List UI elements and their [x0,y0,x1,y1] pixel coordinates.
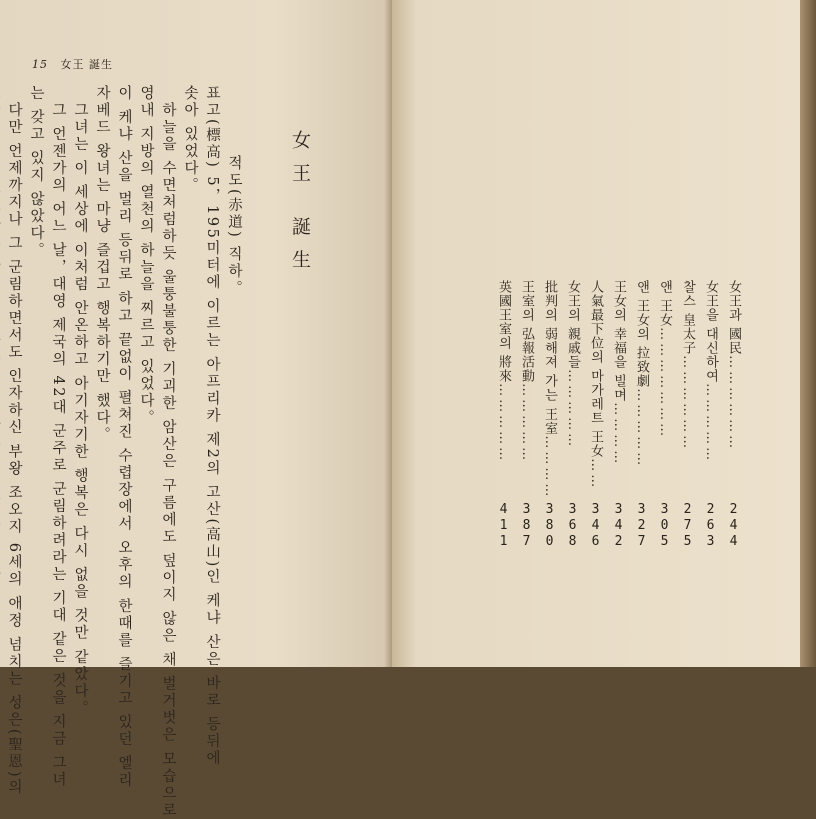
body-column: 이 케냐 산을 멀리 등뒤로 하고 끝없이 펼쳐진 수렵장에서 오후의 한때를 즐기고 있던 엘리 [116,85,132,790]
toc-entry[interactable]: 찰스 皇太子……………… [680,280,695,452]
toc-page-digit: 1 [499,518,508,533]
toc-entry[interactable]: 英國王室의 將來…………… [496,280,511,464]
toc-entry-page [654,502,675,550]
body-column: 표고(標高) 5，195미터에 이르는 아프리카 제2의 고산(高山)인 케냐 산은 바로 등뒤에 [204,85,220,768]
toc-entry[interactable]: 王女의 幸福을 빌며………… [611,280,626,467]
toc-entry-page [516,502,537,550]
toc-entry-title: 앤 王女 [657,280,672,328]
page-number: 15 [32,58,48,71]
toc-entry-page [493,502,514,550]
toc-entry-page [585,502,606,550]
toc-page-digit: 4 [729,518,738,533]
toc-page-digit: 2 [706,502,715,517]
toc-page-digit: 0 [660,518,669,533]
running-head [32,56,113,72]
toc-page-digit: 2 [614,534,623,549]
body-column: 하늘을 수면처럼하듯 울퉁불퉁한 기괴한 암산은 구름에도 덮이지 않은 채 벌거벗은 모습으로 [160,85,176,819]
toc-page-digit: 0 [545,534,554,549]
chapter-title: 女王 誕生 [289,130,311,283]
toc-entry-title: 王室의 弘報活動 [519,280,534,384]
toc-entry[interactable]: 앤 王女의 拉致劇…………… [634,280,649,469]
toc-page-digit: 6 [591,534,600,549]
toc-page-digit: 4 [729,534,738,549]
toc-page-digit: 4 [591,518,600,533]
page-edge [800,0,816,667]
body-column: 영내 지방의 열천의 하늘을 찌르고 있었다。 [138,85,154,427]
toc-entry-page [539,502,560,550]
toc-entry-title: 人氣最下位의 마가레트 王女 [588,280,603,459]
body-column: 그녀는 이 세상에 이처럼 안온하고 아기자기한 행복은 다시 없을 것만 같았다。 [72,85,88,718]
toc-page-digit: 8 [568,534,577,549]
toc-entry[interactable]: 앤 王女………………… [657,280,672,440]
toc-entry-page [608,502,629,550]
toc-entry-page [631,502,652,550]
toc-page-digit: 3 [637,502,646,517]
running-head-title: 女王 誕生 [60,58,113,71]
toc-entry[interactable]: 批判의 弱해져 가는 王室………… [542,280,557,500]
toc-entry[interactable]: 女王과 國民……………… [726,280,741,452]
toc-entry-page [562,502,583,550]
toc-entry[interactable]: 女王을 대신하여…………… [703,280,718,464]
toc-page-digit: 8 [545,518,554,533]
toc-entry[interactable]: 女王의 親戚들…………… [565,280,580,450]
toc-page-digit: 3 [545,502,554,517]
right-page [392,0,800,667]
body-column [0,85,3,601]
toc-page-digit: 3 [568,502,577,517]
toc-entry-page [723,502,744,550]
body-column: 솟아 있었다。 [182,85,198,195]
toc-page-digit: 1 [499,534,508,549]
toc-page-digit: 5 [683,534,692,549]
toc-entry-title: 英國王室의 將來 [496,280,511,384]
toc-page-digit: 7 [637,534,646,549]
toc-entry-title: 王女의 幸福을 빌며 [611,280,626,403]
body-column: 그 언젠가의 어느 날，대영 제국의 42대 군주로 군림하려라는 기대 같은 것을 지금 그녀 [50,85,66,789]
toc-page-digit: 3 [591,502,600,517]
body-column: 적도(赤道) 직하。 [226,155,242,298]
left-page [0,0,392,819]
toc-page-digit: 7 [522,534,531,549]
body-column: 는 갖고 있지 않았다。 [28,85,44,260]
toc-entry-title: 찰스 皇太子 [680,280,695,356]
toc-entry-title: 批判의 弱해져 가는 王室 [542,280,557,436]
toc-page-digit: 6 [568,518,577,533]
toc-page-digit: 2 [683,502,692,517]
toc-entry-page [700,502,721,550]
body-column: 자베드 왕녀는 마냥 즐겁고 행복하기만 했다。 [94,85,110,444]
toc-page-digit: 3 [614,502,623,517]
body-column: 다만 언제까지나 그 군림하면서도 인자하신 부왕 조오지 6세의 애정 넘치는 성은(聖恩)의 [6,85,22,797]
toc-page-digit: 4 [499,502,508,517]
toc-page-digit: 2 [637,518,646,533]
toc-page-digit: 3 [522,502,531,517]
toc-page-digit: 8 [522,518,531,533]
toc-entry-page [677,502,698,550]
toc-page-digit: 4 [614,518,623,533]
toc-page-digit: 7 [683,518,692,533]
toc-page-digit: 3 [660,502,669,517]
toc-entry[interactable]: 王室의 弘報活動…………… [519,280,534,464]
toc-entry[interactable]: 人氣最下位의 마가레트 王女…… [588,280,603,491]
toc-page-digit: 6 [706,518,715,533]
toc-page-digit: 3 [706,534,715,549]
toc-page-digit: 5 [660,534,669,549]
toc-entry-title: 女王을 대신하여 [703,280,718,384]
toc-entry-title: 女王의 親戚들 [565,280,580,370]
toc-entry-title: 앤 王女의 拉致劇 [634,280,649,389]
toc-page-digit: 2 [729,502,738,517]
toc-entry-title: 女王과 國民 [726,280,741,356]
